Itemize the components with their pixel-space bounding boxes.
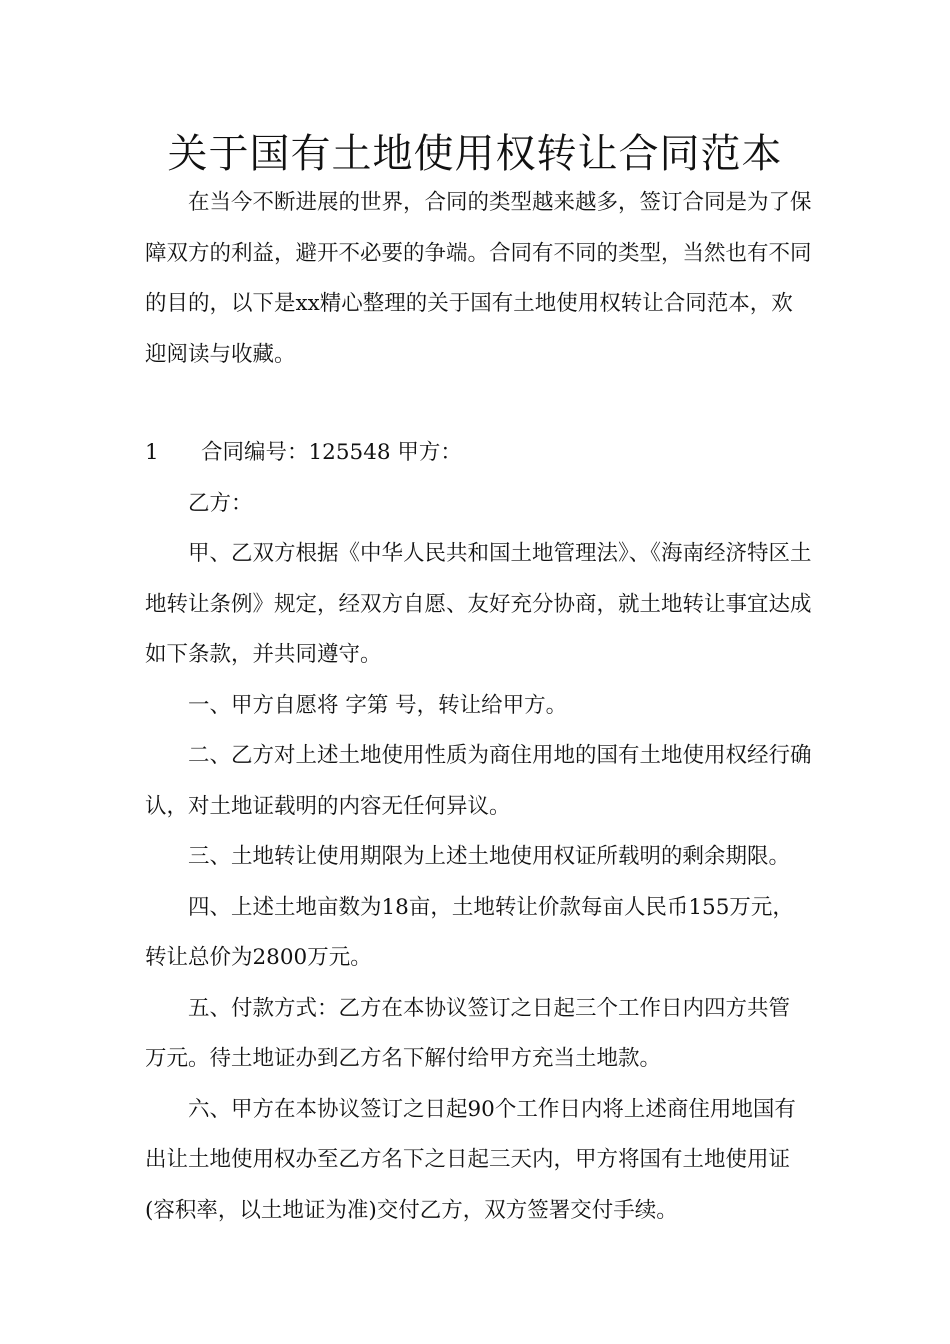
clause-paragraph: 一、甲方自愿将 字第 号，转让给甲方。	[188, 692, 568, 718]
clause-paragraph: 六、甲方在本协议签订之日起90个工作日内将上述商住用地国有出让土地使用权办至乙方名下之日起三天内，甲方将国有土地使用证(容积率，以土地证为准)交付乙方，双方签署交付手续。	[145, 1096, 796, 1223]
clause-paragraph: 五、付款方式：乙方在本协议签订之日起三个工作日内四方共管 万元。待土地证办到乙方名下解付给甲方充当土地款。	[145, 995, 791, 1071]
contract-header: 合同编号：125548 甲方：	[201, 440, 462, 465]
contract-header-line	[145, 428, 813, 479]
party-b-line: 乙方：	[188, 490, 253, 516]
section-number: 1	[145, 440, 159, 465]
clause-paragraph: 二、乙方对上述土地使用性质为商住用地的国有土地使用权经行确认，对土地证载明的内容无任何异议。	[145, 743, 812, 819]
clause-paragraph: 四、上述土地亩数为18亩，土地转让价款每亩人民币155万元，转让总价为2800万元。	[145, 894, 794, 970]
clause-paragraph: 甲、乙双方根据《中华人民共和国土地管理法》、《海南经济特区土地转让条例》规定，经双方自愿、友好充分协商，就土地转让事宜达成如下条款，并共同遵守。	[145, 541, 812, 667]
document-body	[145, 178, 813, 1236]
intro-paragraph: 在当今不断进展的世界，合同的类型越来越多，签订合同是为了保障双方的利益，避开不必要的争端。合同有不同的类型，当然也有不同的目的，以下是xx精心整理的关于国有土地使用权转让合同范本，欢迎阅读与收藏。	[145, 190, 812, 367]
clause-paragraph: 三、土地转让使用期限为上述土地使用权证所载明的剩余期限。	[188, 844, 791, 869]
spacer	[145, 380, 813, 428]
document-title: 关于国有土地使用权转让合同范本	[167, 131, 783, 177]
